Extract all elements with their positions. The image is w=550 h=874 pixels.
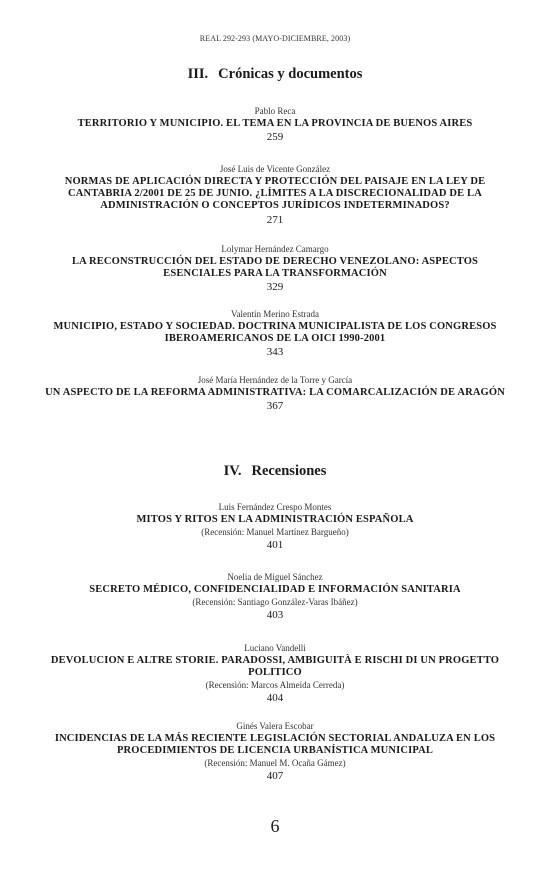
entry-page-number: 401 xyxy=(266,538,284,551)
entry-author: Ginés Valera Escobar xyxy=(236,721,314,731)
entry-page-number: 403 xyxy=(266,608,284,621)
section-title: Crónicas y documentos xyxy=(218,66,363,82)
entry-page-number: 271 xyxy=(266,213,284,226)
entry-title: MUNICIPIO, ESTADO Y SOCIEDAD. DOCTRINA MUNICIPALISTA DE LOS CONGRESOS IBEROAMERICANOS DE LA OICI 1990-2001 xyxy=(53,321,497,345)
entry-reviewer: (Recensión: Manuel M. Ocaña Gámez) xyxy=(204,758,346,769)
toc-entry[interactable] xyxy=(40,309,510,359)
entry-page-number: 259 xyxy=(266,131,284,144)
entry-page-number: 404 xyxy=(266,691,284,704)
toc-entry[interactable] xyxy=(40,106,510,144)
entry-author: Lolymar Hernández Camargo xyxy=(221,244,329,254)
toc-entry[interactable] xyxy=(40,244,510,294)
entry-reviewer: (Recensión: Marcos Almeida Cerreda) xyxy=(205,680,345,691)
entry-author: José Luis de Vicente González xyxy=(219,164,331,174)
entry-author: Pablo Reca xyxy=(254,106,296,116)
toc-entry[interactable] xyxy=(40,164,510,226)
section-number: III. xyxy=(187,66,209,82)
entry-author: Luciano Vandelli xyxy=(244,643,306,653)
section-heading-recensiones xyxy=(0,463,550,480)
section-heading-cronicas xyxy=(0,66,550,83)
entry-author: Luis Fernández Crespo Montes xyxy=(218,502,332,512)
entry-author: Noelia de Miguel Sánchez xyxy=(227,572,323,582)
entry-title: SECRETO MÉDICO, CONFIDENCIALIDAD E INFORMACIÓN SANITARIA xyxy=(89,584,461,596)
toc-entry[interactable] xyxy=(40,572,510,621)
entry-page-number: 407 xyxy=(266,769,284,782)
entry-title: TERRITORIO Y MUNICIPIO. EL TEMA EN LA PROVINCIA DE BUENOS AIRES xyxy=(77,118,473,130)
entry-page-number: 367 xyxy=(266,400,284,413)
section-number: IV. xyxy=(223,463,242,479)
page-folio-number: 6 xyxy=(270,816,280,836)
entry-title: DEVOLUCION E ALTRE STORIE. PARADOSSI, AMBIGUITÀ E RISCHI DI UN PROGETTO POLITICO xyxy=(50,655,500,679)
running-header: REAL 292-293 (MAYO-DICIEMBRE, 2003) xyxy=(199,34,351,43)
toc-entry[interactable] xyxy=(40,502,510,551)
entry-reviewer: (Recensión: Santiago González-Varas Ibáñez) xyxy=(192,597,358,608)
entry-author: Valentín Merino Estrada xyxy=(231,309,319,319)
entry-title: UN ASPECTO DE LA REFORMA ADMINISTRATIVA: LA COMARCALIZACIÓN DE ARAGÓN xyxy=(45,387,505,399)
entry-author: José María Hernández de la Torre y García xyxy=(197,375,353,385)
entry-title: MITOS Y RITOS EN LA ADMINISTRACIÓN ESPAÑOLA xyxy=(136,514,414,526)
toc-entry[interactable] xyxy=(40,721,510,782)
entry-title: INCIDENCIAS DE LA MÁS RECIENTE LEGISLACIÓN SECTORIAL ANDALUZA EN LOS PROCEDIMIENTOS DE LICENCIA URBANÍSTICA MUNICIPAL xyxy=(54,733,496,757)
entry-page-number: 329 xyxy=(266,281,284,294)
entry-title: LA RECONSTRUCCIÓN DEL ESTADO DE DERECHO VENEZOLANO: ASPECTOS ESENCIALES PARA LA TRANSFORMACIÓN xyxy=(71,256,479,280)
entry-title: NORMAS DE APLICACIÓN DIRECTA Y PROTECCIÓN DEL PAISAJE EN LA LEY DE CANTABRIA 2/2001 DE 25 DE JUNIO. ¿LÍMITES A LA DISCRECIONALIDAD DE LA ADMINISTRACIÓN O CONCEPTOS JURÍDICOS INDETERMINADOS? xyxy=(64,176,486,212)
toc-entry[interactable] xyxy=(40,375,510,413)
entry-page-number: 343 xyxy=(266,346,284,359)
toc-entry[interactable] xyxy=(40,643,510,704)
section-title: Recensiones xyxy=(251,463,327,479)
entry-reviewer: (Recensión: Manuel Martínez Bargueño) xyxy=(201,527,349,538)
